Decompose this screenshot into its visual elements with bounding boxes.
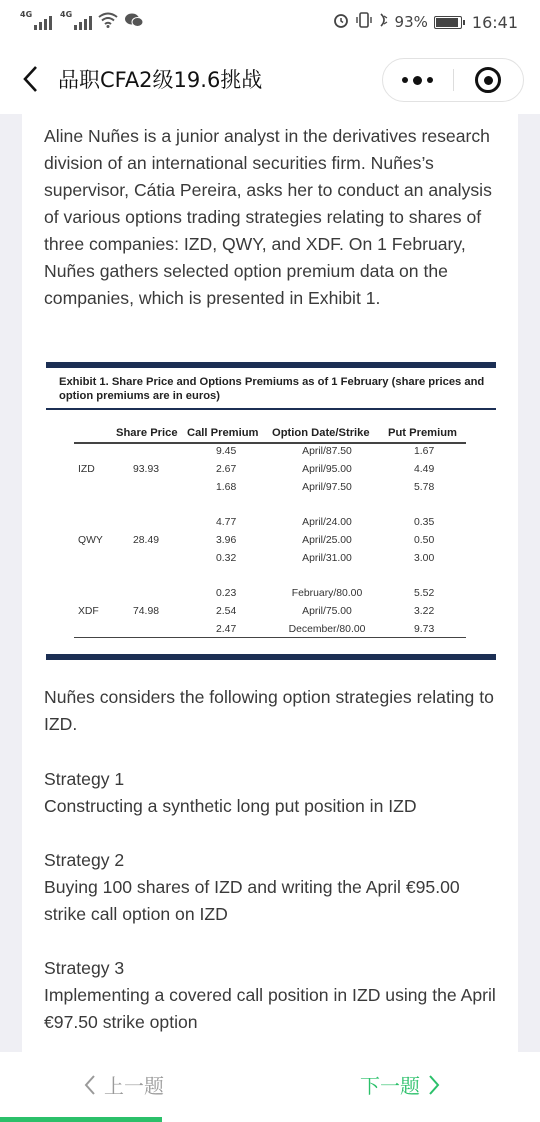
call-premium: 2.47 <box>216 624 237 635</box>
chevron-left-icon <box>84 1074 96 1096</box>
prev-question-button[interactable] <box>84 1070 164 1099</box>
call-premium: 2.67 <box>216 464 237 475</box>
put-premium: 9.73 <box>414 624 435 635</box>
bottom-nav <box>0 1052 540 1122</box>
strategy-text: Buying 100 shares of IZD and writing the April €95.00 strike call option on IZD <box>44 877 460 924</box>
exhibit-1 <box>46 362 496 662</box>
close-miniprogram-icon[interactable] <box>454 59 524 101</box>
clock: 16:41 <box>471 12 518 32</box>
alarm-icon <box>333 12 349 32</box>
header-share-price: Share Price <box>116 427 178 439</box>
call-premium: 3.96 <box>216 535 237 546</box>
ticker-izd: IZD <box>78 464 95 475</box>
strategy-text: Constructing a synthetic long put position in IZD <box>44 796 417 816</box>
put-premium: 5.78 <box>414 482 435 493</box>
page-title: 品职CFA2级19.6挑战 <box>58 68 263 92</box>
wifi-icon <box>98 12 118 32</box>
nav-bar <box>0 44 540 114</box>
option-date-strike: April/97.50 <box>302 482 352 493</box>
put-premium: 0.50 <box>414 535 435 546</box>
share-price-izd: 93.93 <box>133 464 160 475</box>
exhibit-title: Exhibit 1. Share Price and Options Premiums as of 1 February (share prices and option premiums are in euros) <box>59 376 485 402</box>
put-premium: 1.67 <box>414 446 435 457</box>
call-premium: 9.45 <box>216 446 237 457</box>
header-call-premium: Call Premium <box>187 427 259 439</box>
mini-program-capsule <box>382 58 524 102</box>
put-premium: 3.00 <box>414 553 435 564</box>
exhibit-top-bar <box>46 362 496 368</box>
back-icon[interactable] <box>10 44 50 114</box>
prev-question-label: 上一题 <box>104 1074 164 1098</box>
progress-bar <box>0 1117 162 1122</box>
option-date-strike: April/31.00 <box>302 553 352 564</box>
strategy-1 <box>44 766 504 820</box>
status-bar <box>0 0 540 44</box>
wechat-icon <box>124 12 144 32</box>
share-price-xdf: 74.98 <box>133 606 160 617</box>
option-date-strike: April/25.00 <box>302 535 352 546</box>
share-price-qwy: 28.49 <box>133 535 160 546</box>
call-premium: 4.77 <box>216 517 237 528</box>
call-premium: 0.32 <box>216 553 237 564</box>
strategy-label: Strategy 3 <box>44 958 125 978</box>
table-bottom-rule <box>74 637 466 638</box>
question-card <box>22 114 518 1052</box>
status-right <box>333 12 518 32</box>
next-question-label: 下一题 <box>360 1074 420 1098</box>
header-option-date-strike: Option Date/Strike <box>272 427 370 439</box>
exhibit-bottom-bar <box>46 654 496 660</box>
signal-icon: 4G <box>22 14 52 30</box>
nfc-icon <box>379 12 389 32</box>
put-premium: 5.52 <box>414 588 435 599</box>
option-date-strike: April/95.00 <box>302 464 352 475</box>
table-header-rule <box>74 442 466 444</box>
battery-percent: 93% <box>394 13 428 31</box>
strategy-3 <box>44 955 504 1036</box>
call-premium: 2.54 <box>216 606 237 617</box>
option-date-strike: April/75.00 <box>302 606 352 617</box>
next-question-button[interactable] <box>360 1070 440 1099</box>
put-premium: 4.49 <box>414 464 435 475</box>
status-left <box>22 12 144 32</box>
strategy-label: Strategy 1 <box>44 769 125 789</box>
option-date-strike: April/87.50 <box>302 446 352 457</box>
put-premium: 0.35 <box>414 517 435 528</box>
strategy-2 <box>44 847 504 928</box>
ticker-xdf: XDF <box>78 606 99 617</box>
chevron-right-icon <box>428 1074 440 1096</box>
option-date-strike: February/80.00 <box>291 588 363 599</box>
call-premium: 0.23 <box>216 588 237 599</box>
more-icon[interactable] <box>383 59 453 101</box>
header-put-premium: Put Premium <box>388 427 458 439</box>
signal-icon: 4G <box>62 14 92 30</box>
option-date-strike: April/24.00 <box>302 517 352 528</box>
battery-icon <box>434 16 462 29</box>
intro-paragraph: Aline Nuñes is a junior analyst in the derivatives research division of an international securities firm. Nuñes’s supervisor, Cátia Pereira, asks her to conduct an analysis of various options trading strategies relating to shares of three companies: IZD, QWY, and XDF. On 1 February, Nuñes gathers selected option premium data on the companies, which is presented in Exhibit 1. <box>44 126 492 308</box>
ticker-qwy: QWY <box>78 535 103 546</box>
call-premium: 1.68 <box>216 482 237 493</box>
put-premium: 3.22 <box>414 606 435 617</box>
strategy-label: Strategy 2 <box>44 850 125 870</box>
exhibit-title-rule <box>46 408 496 410</box>
strategy-text: Implementing a covered call position in IZD using the April €97.50 strike option <box>44 985 496 1032</box>
considers-paragraph: Nuñes considers the following option strategies relating to IZD. <box>44 687 494 734</box>
vibrate-icon <box>355 12 373 32</box>
option-date-strike: December/80.00 <box>288 624 366 635</box>
